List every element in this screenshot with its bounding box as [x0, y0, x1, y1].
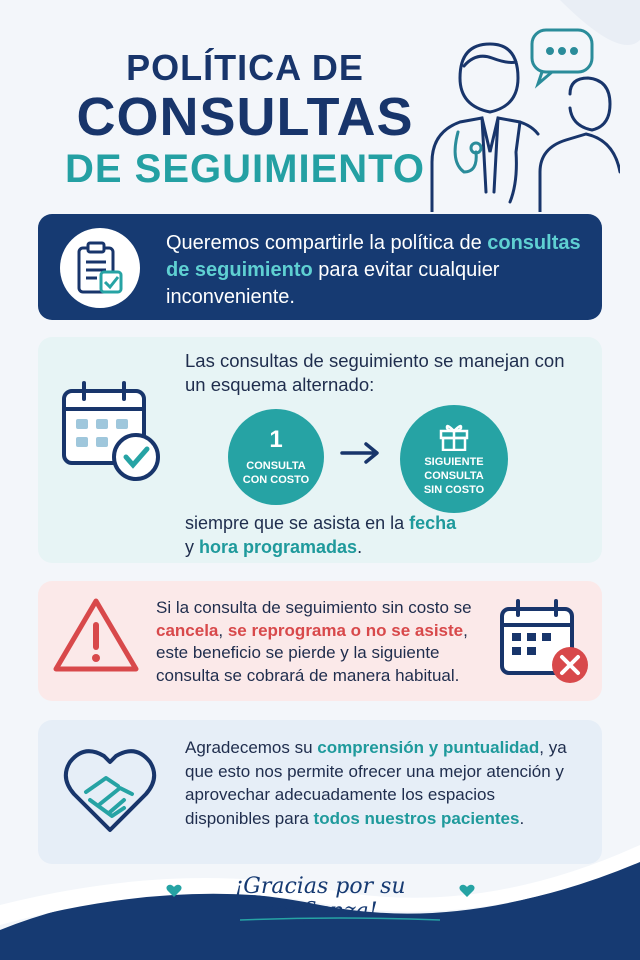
warning-icon: [52, 595, 140, 675]
arrow-right-icon: [340, 441, 382, 465]
intro-text-part: Queremos compartirle la política de: [166, 232, 488, 254]
title-line-3: DE SEGUIMIENTO: [65, 147, 425, 191]
decorative-underline: [240, 916, 440, 922]
thanks-text-part: .: [519, 808, 525, 828]
thanks-card: [38, 720, 602, 864]
warning-card: [38, 581, 602, 701]
step-label: SIN COSTO: [423, 484, 485, 496]
intro-banner: [38, 214, 602, 320]
gift-icon: [438, 421, 470, 451]
step-label: CON COSTO: [242, 474, 310, 486]
step-label: SIGUIENTE: [424, 456, 484, 468]
intro-highlight: consultas de seguimiento: [166, 232, 581, 281]
speech-bubble-icon: [532, 30, 592, 84]
intro-text: [166, 230, 586, 311]
schedule-text: Las consultas de seguimiento se manejan con un esquema alternado:: [185, 350, 565, 395]
paid-consultation-badge: [228, 409, 324, 505]
clipboard-check-icon: [60, 228, 140, 308]
calendar-check-icon: [60, 377, 164, 481]
heart-icon: [459, 884, 475, 898]
step-number: 1: [269, 426, 283, 453]
footnote-part: siempre que se asista en la: [185, 513, 410, 533]
footer: [0, 870, 640, 930]
thanks-highlight: todos nuestros pacientes: [313, 808, 520, 828]
footnote-part: y: [185, 537, 200, 557]
footnote-highlight: fecha: [409, 513, 457, 533]
patient-icon: [540, 78, 620, 212]
thank-you-message: ¡Gracias por su confianza!: [234, 874, 406, 924]
warning-text: [156, 597, 492, 687]
title-line-1: POLÍTICA DE: [126, 47, 364, 88]
thanks-highlight: comprensión y puntualidad: [317, 738, 540, 757]
footnote-part: .: [357, 537, 363, 557]
calendar-cancel-icon: [496, 597, 592, 687]
warning-text-part: Si la consulta de seguimiento sin costo se: [156, 598, 472, 617]
title-line-2: CONSULTAS: [76, 87, 414, 147]
free-consultation-badge: [400, 405, 508, 513]
schedule-card: [38, 337, 602, 563]
doctor-icon: [432, 44, 538, 212]
warning-highlight: se reprograma o no se asiste: [227, 620, 464, 640]
footnote-highlight: hora programadas: [199, 537, 358, 557]
warning-text-part: , este beneficio se pierde y la siguiente consulta se cobrará de manera habitual.: [156, 620, 468, 685]
thanks-text-part: , ya que esto nos permite ofrecer una mejor atención y aprovechar adecuadamente los espacios disponibles para: [185, 738, 567, 828]
thanks-text-part: Agradecemos su: [185, 738, 318, 757]
schedule-footnote: [185, 511, 585, 559]
page-title: [50, 48, 440, 192]
warning-highlight: cancela: [156, 620, 219, 640]
thanks-text: [185, 736, 581, 830]
step-label: CONSULTA: [246, 460, 306, 472]
step-label: CONSULTA: [424, 470, 484, 482]
heart-icon: [166, 884, 182, 898]
doctor-patient-illustration: [420, 22, 620, 212]
heart-handshake-icon: [60, 742, 160, 838]
warning-text-part: ,: [218, 620, 228, 640]
intro-text-part: para evitar cualquier inconveniente.: [166, 259, 500, 308]
